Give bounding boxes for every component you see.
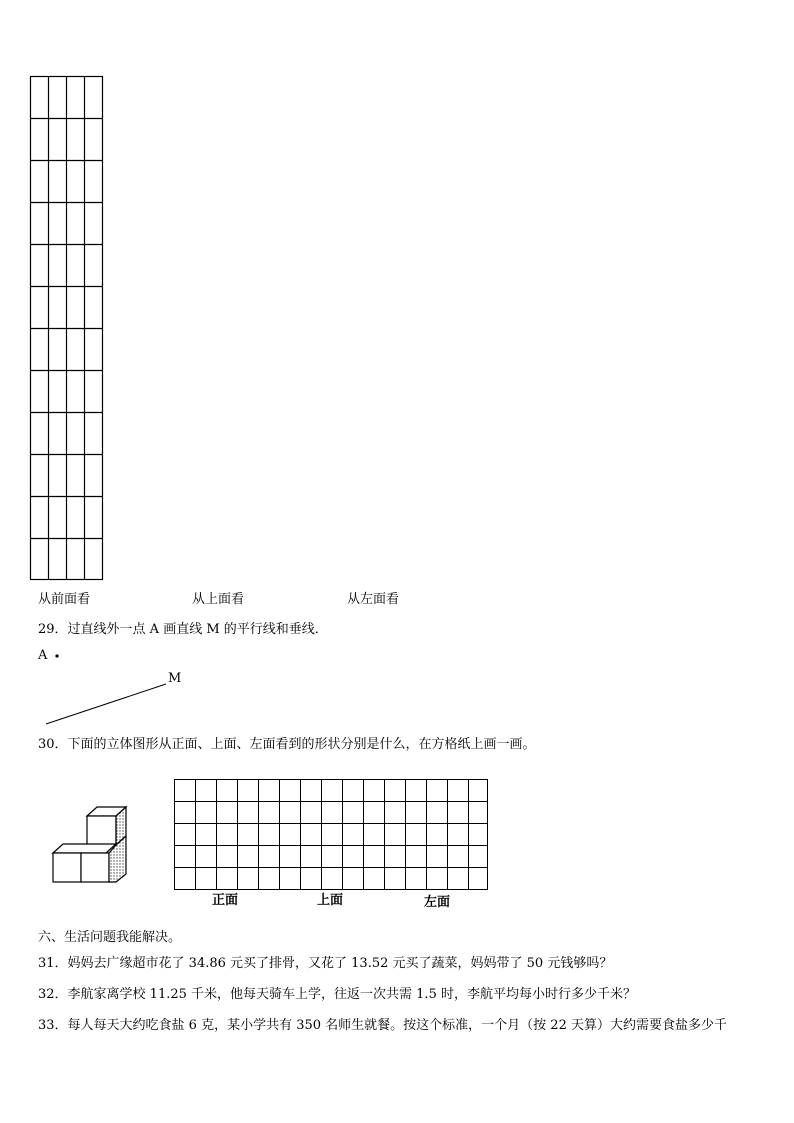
- q29-line-m-label: M: [168, 671, 182, 686]
- q30-text: 下面的立体图形从正面、上面、左面看到的形状分别是什么，在方格纸上画一画。: [67, 737, 536, 752]
- q33-question: [38, 1018, 758, 1034]
- q28-label-top: 从上面看: [192, 592, 245, 607]
- q28-drawing-grid: [30, 76, 104, 581]
- q28-label-front: 从前面看: [38, 592, 91, 607]
- q30-label-front: 正面: [212, 893, 239, 908]
- line-m: [46, 684, 166, 724]
- q32-question: [38, 987, 636, 1003]
- q30-question: [38, 737, 536, 753]
- q31-text: 妈妈去广缘超市花了 34.86 元买了排骨，又花了 13.52 元买了蔬菜，妈妈带了 50 元钱够吗？: [67, 956, 613, 971]
- q30-label-top: 上面: [317, 893, 344, 908]
- section-six-title: 六、生活问题我能解决。: [38, 930, 182, 945]
- q30-label-left: 左面: [424, 895, 451, 910]
- point-a-letter: A: [38, 648, 48, 663]
- q29-number: 29．: [38, 622, 68, 637]
- q30-grid-paper: [174, 779, 489, 891]
- point-a-dot: [55, 654, 58, 657]
- q33-number: 33．: [38, 1018, 68, 1033]
- q29-figure: [40, 650, 180, 730]
- q30-number: 30．: [38, 737, 68, 752]
- q31-number: 31．: [38, 956, 68, 971]
- q29-text: 过直线外一点 A 画直线 M 的平行线和垂线．: [67, 622, 328, 637]
- q33-text: 每人每天大约吃食盐 6 克，某小学共有 350 名师生就餐。按这个标准，一个月（按 22 天算）大约需要食盐多少千: [67, 1018, 727, 1033]
- q30-cube-figure: [50, 800, 140, 890]
- q29-question: [38, 622, 328, 638]
- q32-text: 李航家离学校 11.25 千米，他每天骑车上学，往返一次共需 1.5 时，李航平均每小时行多少千米？: [67, 987, 636, 1002]
- q32-number: 32．: [38, 987, 68, 1002]
- q28-label-left: 从左面看: [347, 592, 400, 607]
- q31-question: [38, 956, 612, 972]
